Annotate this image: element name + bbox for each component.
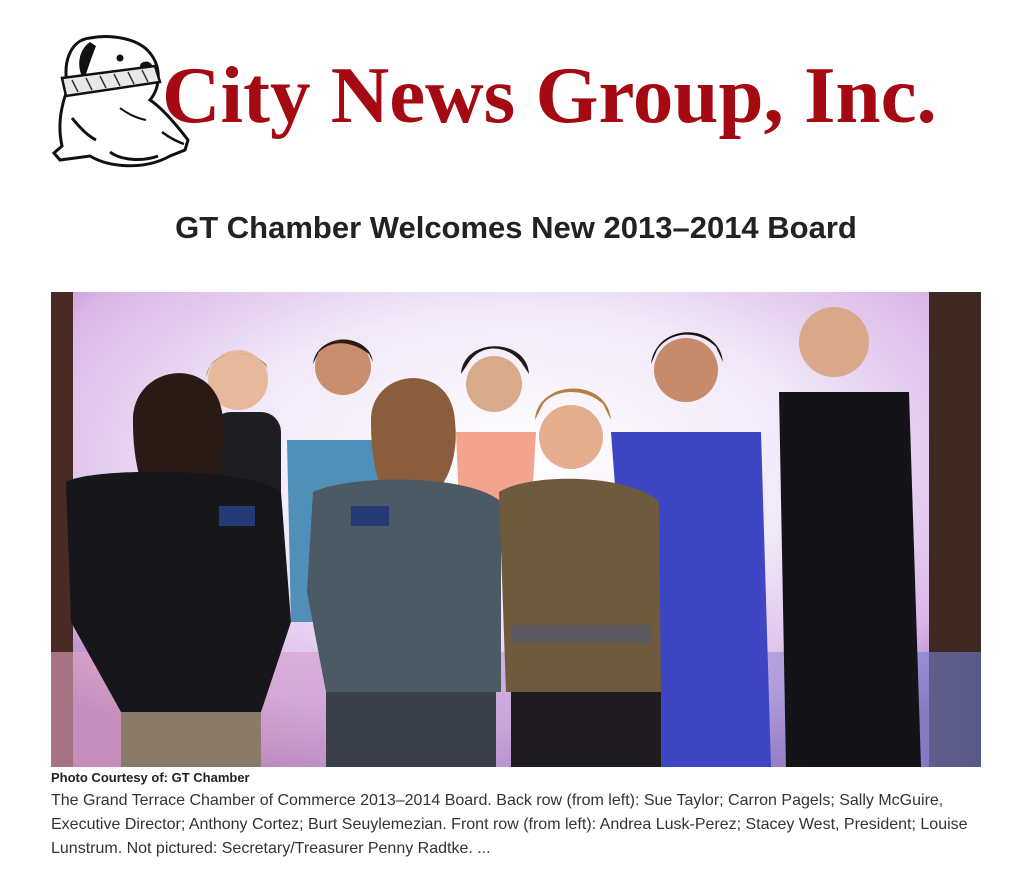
group-photo-image <box>51 292 981 767</box>
masthead <box>50 28 980 178</box>
site-name[interactable]: City News Group, Inc. <box>162 50 937 140</box>
article-photo <box>51 292 981 767</box>
photo-caption: The Grand Terrace Chamber of Commerce 2013–2014 Board. Back row (from left): Sue Taylor; Carron Pagels; Sally McGuire, Executive Director; Anthony Cortez; Burt Seuylemezian. Front row (from left): Andrea Lusk-Perez; Stacey West, President; Louise Lunstrum. Not pictured: Secretary/Treasurer Penny Radtke. ... <box>51 792 968 857</box>
photo-credit: Photo Courtesy of: GT Chamber <box>51 770 250 785</box>
article-headline: GT Chamber Welcomes New 2013–2014 Board <box>175 210 857 245</box>
